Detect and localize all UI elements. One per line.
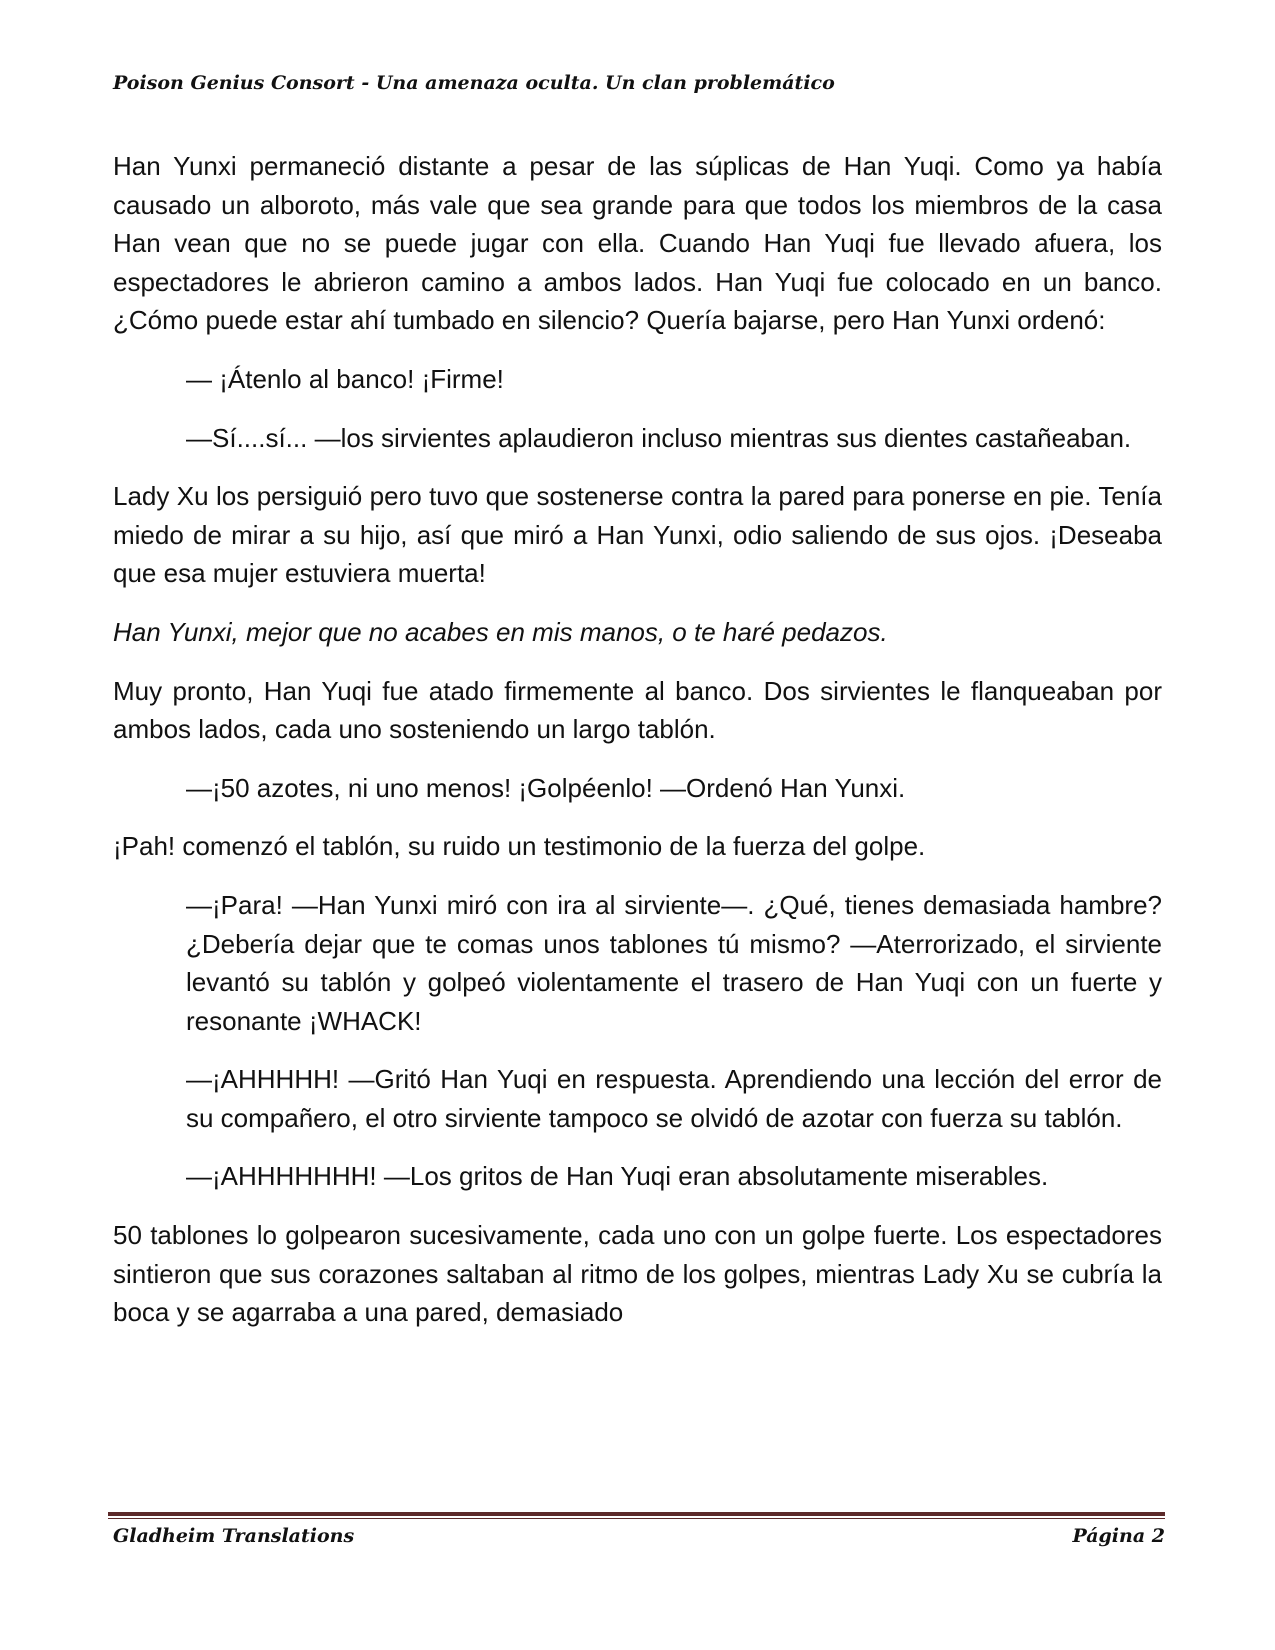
italic-thought-paragraph: Han Yunxi, mejor que no acabes en mis manos, o te haré pedazos. [113, 616, 888, 647]
paragraph: ¡Pah! comenzó el tablón, su ruido un testimonio de la fuerza del golpe. [113, 831, 926, 862]
paragraph: Muy pronto, Han Yuqi fue atado firmemente al banco. Dos sirvientes le flanqueaban por ambos lados, cada uno sosteniendo un largo tablón. [113, 675, 1162, 745]
footer-publisher: Gladheim Translations [113, 1525, 355, 1547]
document-body [113, 147, 1162, 1352]
dialogue-paragraph: — ¡Átenlo al banco! ¡Firme! [186, 363, 504, 394]
paragraph: Lady Xu los persiguió pero tuvo que sostenerse contra la pared para ponerse en pie. Tenía miedo de mirar a su hijo, así que miró a Han Yunxi, odio saliendo de sus ojos. ¡Deseaba que esa mujer estuviera muerta! [113, 481, 1162, 589]
footer-divider-thin-line [108, 1518, 1165, 1519]
dialogue-paragraph: —¡50 azotes, ni uno menos! ¡Golpéenlo! —Ordenó Han Yunxi. [186, 772, 906, 803]
paragraph: Han Yunxi permaneció distante a pesar de las súplicas de Han Yuqi. Como ya había causado un alboroto, más vale que sea grande para que todos los miembros de la casa Han vean que no se puede jugar con ella. Cuando Han Yuqi fue llevado afuera, los espectadores le abrieron camino a ambos lados. Han Yuqi fue colocado en un banco. ¿Cómo puede estar ahí tumbado en silencio? Quería bajarse, pero Han Yunxi ordenó: [113, 151, 1162, 336]
footer-divider-thick-line [108, 1512, 1165, 1516]
paragraph: 50 tablones lo golpearon sucesivamente, cada uno con un golpe fuerte. Los espectadores sintieron que sus corazones saltaban al ritmo de los golpes, mientras Lady Xu se cubría la boca y se agarraba a una pared, demasiado [113, 1220, 1162, 1328]
dialogue-paragraph: —¡Para! —Han Yunxi miró con ira al sirviente—. ¿Qué, tienes demasiada hambre? ¿Debería dejar que te comas unos tablones tú mismo? —Aterrorizado, el sirviente levantó su tablón y golpeó violentamente el trasero de Han Yuqi con un fuerte y resonante ¡WHACK! [186, 889, 1162, 1036]
dialogue-paragraph: —¡AHHHHHHH! —Los gritos de Han Yuqi eran absolutamente miserables. [186, 1161, 1049, 1192]
footer-page-number: Página 2 [1072, 1525, 1165, 1547]
footer-divider [108, 1512, 1165, 1519]
page-header: Poison Genius Consort - Una amenaza oculta. Un clan problemático [113, 72, 835, 94]
dialogue-paragraph: —Sí....sí... —los sirvientes aplaudieron incluso mientras sus dientes castañeaban. [186, 422, 1132, 453]
dialogue-paragraph: —¡AHHHHH! —Gritó Han Yuqi en respuesta. Aprendiendo una lección del error de su compañero, el otro sirviente tampoco se olvidó de azotar con fuerza su tablón. [186, 1064, 1162, 1133]
